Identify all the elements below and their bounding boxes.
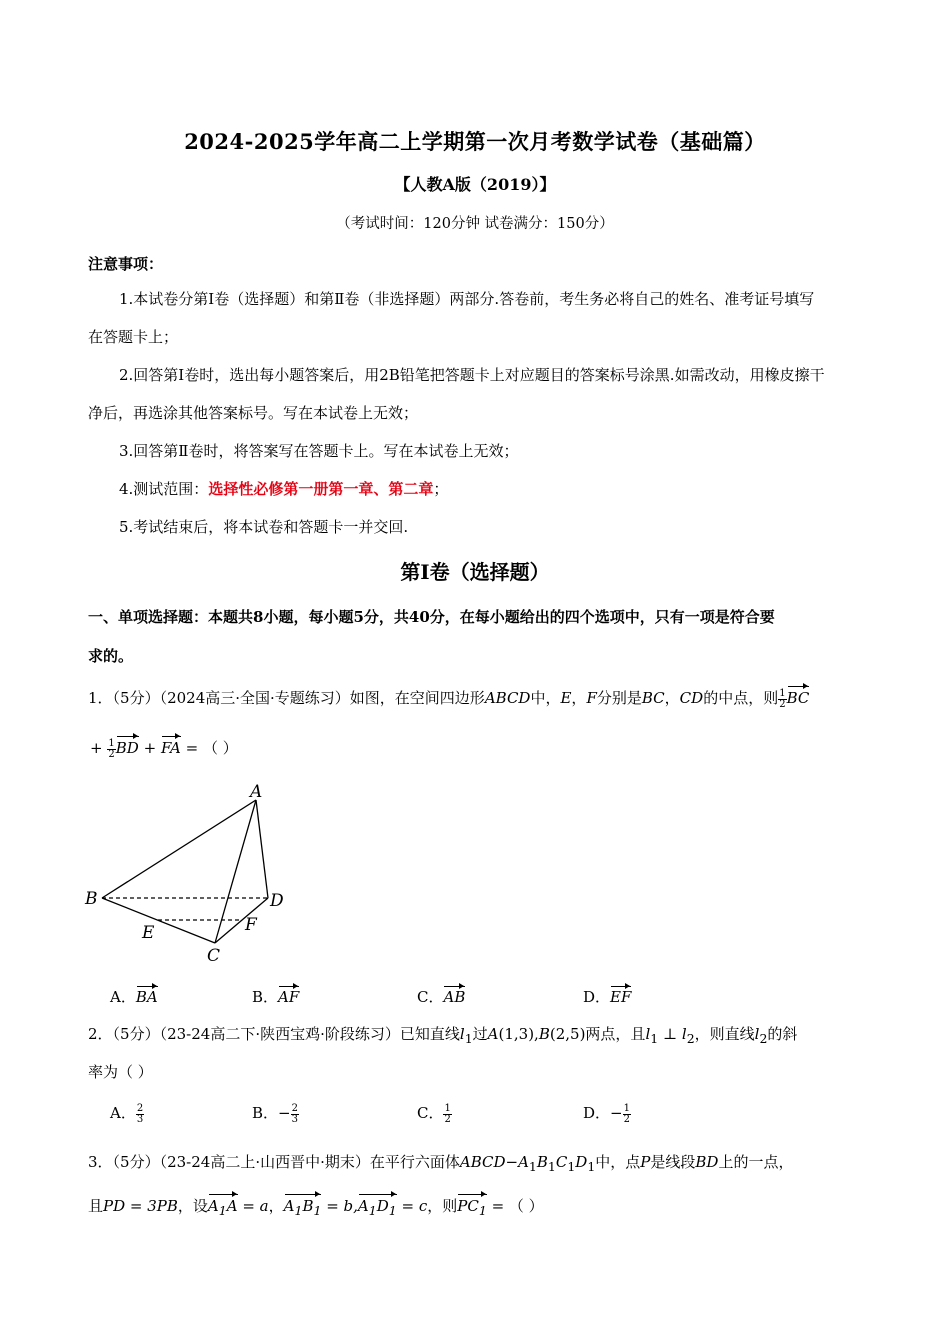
- exam-title: 2024-2025学年高二上学期第一次月考数学试卷（基础篇）: [184, 129, 766, 154]
- q3-eq-b: = b,: [326, 1197, 358, 1215]
- frac-den: 3: [136, 1113, 144, 1125]
- q1-quad: ABCD: [484, 689, 531, 707]
- notice-item-4: [119, 479, 448, 499]
- question-1-line-2: [90, 738, 238, 760]
- option-label: B．: [252, 988, 279, 1006]
- notice-item-4-prefix: 4.测试范围：: [119, 480, 209, 498]
- notice-heading: 注意事项：: [88, 255, 164, 273]
- q2-option-c[interactable]: [417, 1102, 452, 1125]
- frac-num: 2: [291, 1102, 298, 1114]
- frac-den: 3: [291, 1113, 298, 1125]
- label-c: C: [207, 946, 221, 966]
- label-b: B: [85, 889, 98, 909]
- q3-point-p: P: [640, 1153, 651, 1171]
- q2-prefix: 2．（5分）（23-24高二下·陕西宝鸡·阶段练习）已知直线: [88, 1025, 460, 1043]
- label-e: E: [142, 923, 155, 943]
- question-3-line-2: 且PD = 3PB，设$A_1A = a$，$A_1B_1 = b,A_1D_1 = c$，则$PC_1$ = （ ）: [88, 1196, 544, 1221]
- question-2-line-1: [88, 1024, 797, 1049]
- label-f: F: [245, 915, 257, 935]
- q2-option-d[interactable]: [583, 1102, 631, 1125]
- q2-option-a[interactable]: [110, 1102, 144, 1125]
- notice-item-2-line-2: 净后，再选涂其他答案标号。写在本试卷上无效；: [88, 404, 419, 422]
- q3-eq-c: = c: [401, 1197, 428, 1215]
- q2-l2-sub-b: 2: [759, 1031, 768, 1046]
- q2-l2-sub: 2: [686, 1031, 695, 1046]
- notice-item-5: 5.考试结束后，将本试卷和答题卡一并交回.: [119, 518, 409, 536]
- option-vector: BA: [135, 988, 158, 1006]
- q2-l2: l: [681, 1025, 687, 1043]
- option-vector: EF: [610, 988, 632, 1006]
- half-num-2: 1: [108, 737, 115, 749]
- option-fraction: [136, 1104, 144, 1125]
- question-3-line-1: 3．（5分）（23-24高二上·山西晋中·期末）在平行六面体$ABCD-A_1B_1C_1D_1$中，点P是线段BD上的一点，: [88, 1153, 794, 1174]
- q1-option-c[interactable]: [417, 986, 465, 1007]
- q3-prefix: 3．（5分）（23-24高二上·山西晋中·期末）在平行六面体: [88, 1153, 460, 1171]
- q1-equals: = （ ）: [185, 739, 238, 757]
- edge-ad: [256, 800, 268, 898]
- q1-option-d[interactable]: [583, 986, 631, 1007]
- q1-option-b[interactable]: [252, 986, 299, 1007]
- q1-half: [778, 689, 786, 710]
- q2-point-a: A: [487, 1025, 499, 1043]
- exam-info: （考试时间：120分钟 试卷满分：150分）: [336, 216, 614, 232]
- question-2-line-2: 率为（ ）: [88, 1063, 153, 1081]
- option-label: A．: [110, 988, 136, 1006]
- q3-eq-a: = a: [242, 1197, 269, 1215]
- q3-seg-bd: BD: [695, 1153, 719, 1171]
- notice-item-4-suffix: ；: [433, 480, 449, 498]
- q2-option-b[interactable]: [252, 1102, 299, 1125]
- frac-den: 2: [623, 1113, 630, 1125]
- q1-fenbie: 分别是: [596, 689, 642, 707]
- q1-tetrahedron-figure: [80, 778, 300, 968]
- q3-vector-a1d1: $A_1D_1$: [358, 1196, 397, 1221]
- q1-seg-cd: CD: [679, 689, 704, 707]
- q3-qie: 且: [88, 1197, 104, 1215]
- q3-then: ，则: [427, 1197, 458, 1215]
- option-label: D．: [583, 1104, 611, 1122]
- q2-l1-sub-b: 1: [650, 1031, 659, 1046]
- frac-num: 2: [136, 1102, 144, 1114]
- label-d: D: [270, 891, 284, 911]
- half-num: 1: [779, 687, 786, 699]
- option-vector: AB: [443, 988, 466, 1006]
- notice-item-1-line-1: 1.本试卷分第Ⅰ卷（选择题）和第Ⅱ卷（非选择题）两部分.答卷前，考生务必将自己的姓名、准考证号填写: [119, 290, 815, 308]
- q2-l2-b: l: [754, 1025, 760, 1043]
- q1-vector-bc: BC: [786, 689, 810, 707]
- part1-heading-line-2: 求的。: [88, 647, 134, 665]
- option-label: C．: [417, 1104, 444, 1122]
- q2-l1-b: l: [645, 1025, 651, 1043]
- option-label: D．: [583, 988, 611, 1006]
- option-fraction: [623, 1104, 631, 1125]
- notice-item-1-line-2: 在答题卡上；: [88, 328, 179, 346]
- test-scope: 选择性必修第一册第一章、第二章: [208, 480, 434, 498]
- q3-set: ，设: [177, 1197, 208, 1215]
- notice-item-2-line-1: 2.回答第Ⅰ卷时，选出每小题答案后，用2B铅笔把答题卡上对应题目的答案标号涂黑.如需改动，用橡皮擦干: [119, 366, 825, 384]
- edge-ba: [102, 800, 256, 898]
- q2-zexian: ，则直线: [694, 1025, 755, 1043]
- option-label: A．: [110, 1104, 136, 1122]
- notice-item-3: 3.回答第Ⅱ卷时，将答案写在答题卡上。写在本试卷上无效；: [119, 442, 519, 460]
- q3-vector-a1a: $A_1A$: [208, 1196, 238, 1221]
- option-sign: −: [610, 1104, 623, 1122]
- q2-l1: l: [459, 1025, 465, 1043]
- q3-solid: ABCD−A: [459, 1153, 529, 1171]
- question-1-line-1: [88, 688, 809, 710]
- q2-coord-b: (2,5): [549, 1025, 586, 1043]
- q1-seg-bc: BC: [641, 689, 665, 707]
- q1-midpoint: 的中点，则: [703, 689, 779, 707]
- q1-half-2: [107, 739, 115, 760]
- option-sign: −: [278, 1104, 291, 1122]
- frac-num: 1: [444, 1102, 451, 1114]
- frac-num: 1: [623, 1102, 630, 1114]
- q1-mid: 中，: [530, 689, 561, 707]
- q3-vector-a1b1: $A_1B_1$: [284, 1196, 322, 1221]
- section-title: 第Ⅰ卷（选择题）: [400, 560, 550, 584]
- q2-liangdian: 两点，且: [585, 1025, 646, 1043]
- option-label: C．: [417, 988, 444, 1006]
- q2-perp: ⊥: [662, 1025, 678, 1043]
- q1-plus-2: +: [143, 739, 157, 757]
- q1-point-f: F: [586, 689, 597, 707]
- q2-point-b: B: [538, 1025, 550, 1043]
- q3-vector-pc1: $PC_1$: [457, 1196, 487, 1221]
- label-a: A: [250, 782, 263, 802]
- q1-prefix: 1．（5分）（2024高三·全国·专题练习）如图，在空间四边形: [88, 689, 485, 707]
- q3-pd-eq: PD = 3PB: [103, 1197, 178, 1215]
- q1-vector-bd: BD: [115, 739, 139, 757]
- frac-den: 2: [444, 1113, 451, 1125]
- option-fraction: [291, 1104, 299, 1125]
- option-fraction: [443, 1104, 451, 1125]
- half-den-2: 2: [108, 748, 115, 760]
- q2-guo: 过: [472, 1025, 488, 1043]
- q1-option-a[interactable]: [110, 986, 158, 1007]
- q1-point-e: E: [560, 689, 572, 707]
- q2-dexie: 的斜: [767, 1025, 798, 1043]
- edition-label: 【人教A版（2019）】: [394, 175, 556, 194]
- q1-plus: +: [90, 739, 103, 757]
- q3-in: 中，点: [595, 1153, 641, 1171]
- option-vector: AF: [278, 988, 300, 1006]
- half-den: 2: [779, 698, 786, 710]
- option-label: B．: [252, 1104, 279, 1122]
- q1-comma: ，: [571, 689, 587, 707]
- q2-coord-a: (1,3),: [498, 1025, 539, 1043]
- q1-comma-2: ，: [664, 689, 680, 707]
- part1-heading-line-1: 一、单项选择题：本题共8小题，每小题5分，共40分，在每小题给出的四个选项中，只有一项是符合要: [88, 608, 775, 626]
- q3-is-on: 是线段: [650, 1153, 696, 1171]
- q3-end: = （ ）: [491, 1197, 544, 1215]
- q3-point-text: 上的一点，: [718, 1153, 794, 1171]
- q1-vector-fa: FA: [160, 739, 181, 757]
- q2-l1-sub: 1: [464, 1031, 473, 1046]
